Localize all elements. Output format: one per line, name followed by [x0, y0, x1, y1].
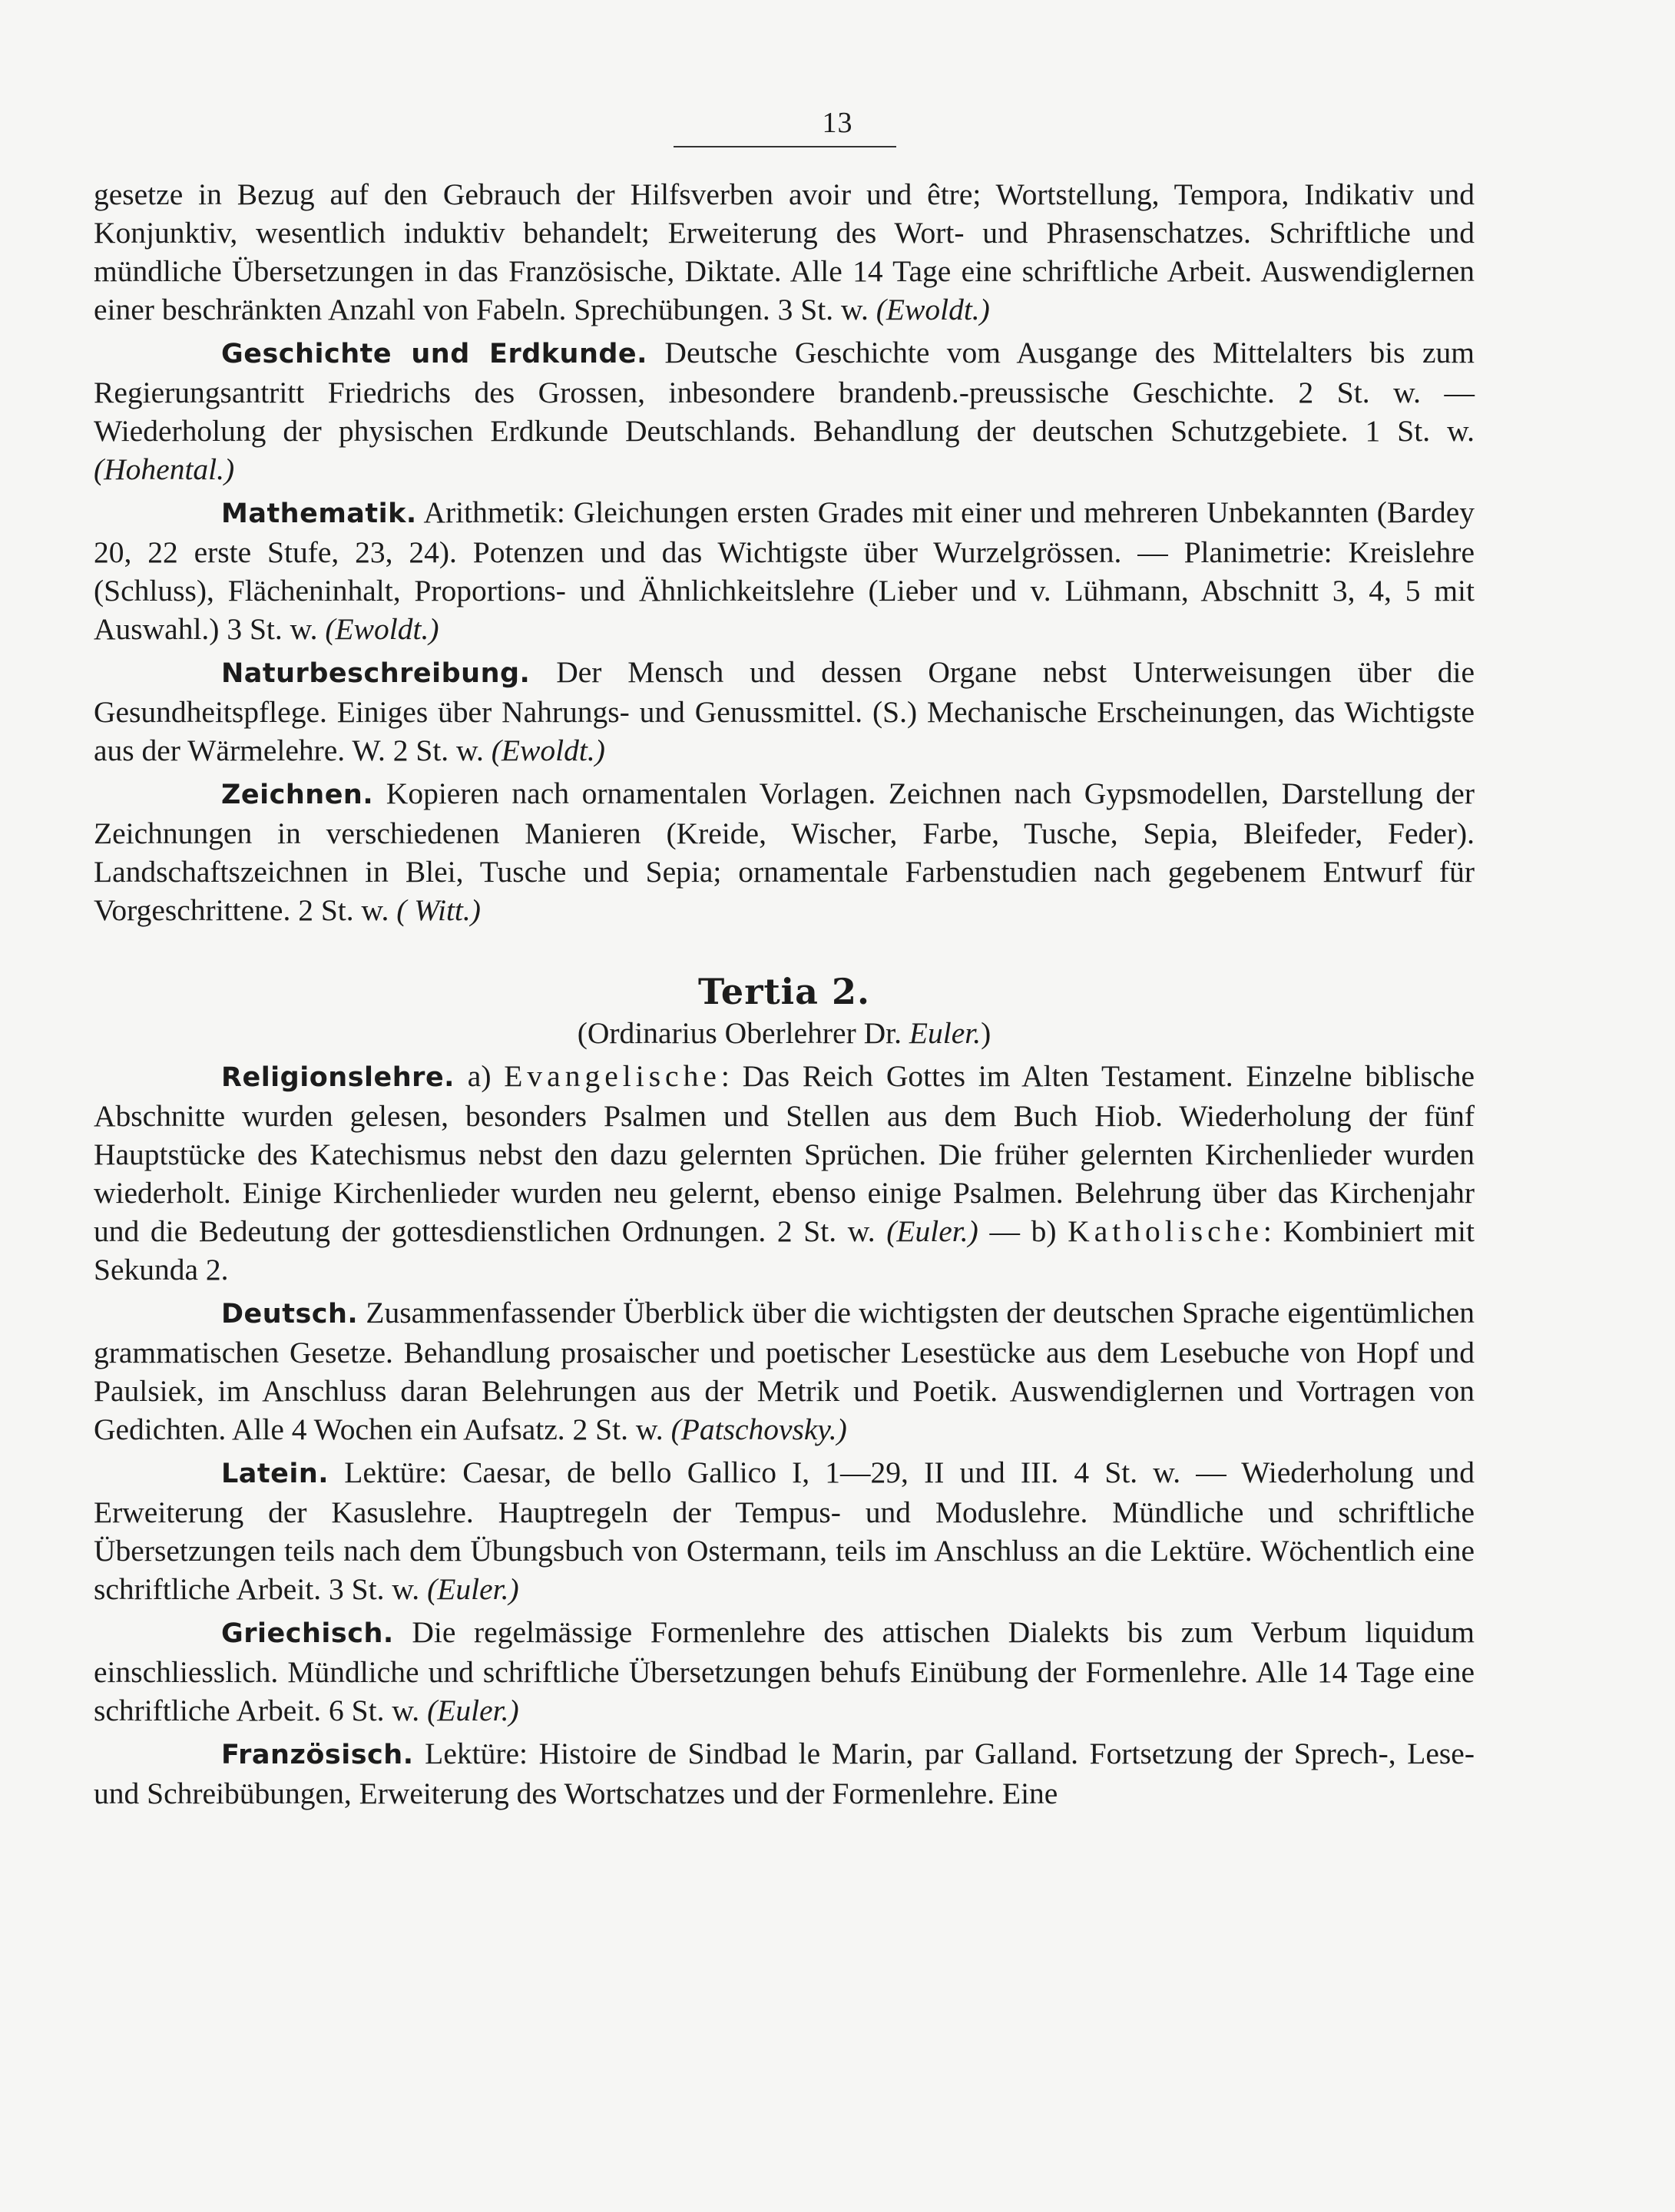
- intro-paragraph: [94, 175, 1475, 329]
- teacher-mathematik: (Ewoldt.): [325, 612, 439, 646]
- label-religion-b: — b): [978, 1214, 1068, 1248]
- paragraph-deutsch: [94, 1293, 1475, 1449]
- page-body: [94, 175, 1475, 1817]
- heading-franzoesisch: Französisch.: [221, 1740, 414, 1770]
- ordinarius-suffix: ): [981, 1016, 991, 1050]
- text-latein: Lektüre: Caesar, de bello Gallico I, 1—29, II und III. 4 St. w. — Wiederholung und Erweiterung der Kasuslehre. Hauptregeln der Tempus- und Moduslehre. Mündliche und schriftliche Übersetzungen teils nach dem Übungsbuch von Ostermann, teils im Anschluss an die Lektüre. Wöchentlich eine schriftliche Arbeit. 3 St. w.: [94, 1455, 1475, 1606]
- teacher-deutsch: (Patschovsky.): [670, 1412, 847, 1446]
- section-subtitle-ordinarius: [94, 1014, 1475, 1052]
- paragraph-franzoesisch: [94, 1734, 1475, 1813]
- label-religion-a: a): [454, 1059, 505, 1093]
- teacher-griechisch: (Euler.): [427, 1694, 519, 1727]
- section-title-tertia: Tertia 2.: [697, 971, 871, 1012]
- teacher-religion-a: (Euler.): [886, 1214, 978, 1248]
- paragraph-latein: [94, 1453, 1475, 1608]
- paragraph-mathematik: [94, 493, 1475, 648]
- heading-mathematik: Mathematik.: [221, 498, 417, 529]
- heading-zeichnen: Zeichnen.: [221, 780, 374, 810]
- heading-geschichte: Geschichte und Erdkunde.: [221, 339, 647, 369]
- heading-latein: Latein.: [221, 1459, 329, 1489]
- ordinarius-prefix: (Ordinarius Oberlehrer Dr.: [577, 1016, 909, 1050]
- ordinarius-name: Euler.: [909, 1016, 981, 1050]
- text-religion-a: : Das Reich Gottes im Alten Testament. Einzelne biblische Abschnitte wurden gelesen, besonders Psalmen und Stellen aus dem Buch Hiob. Wiederholung der fünf Hauptstücke des Katechismus nebst den dazu gelernten Sprüchen. Die früher gelernten Kirchenlieder wurden wiederholt. Einige Kirchenlieder wurden neu gelernt, ebenso einige Psalmen. Belehrung über das Kirchenjahr und die Bedeutung der gottesdienstlichen Ordnungen. 2 St. w.: [94, 1059, 1475, 1248]
- teacher-zeichnen: ( Witt.): [396, 893, 481, 927]
- paragraph-griechisch: [94, 1613, 1475, 1730]
- intro-text: gesetze in Bezug auf den Gebrauch der Hilfsverben avoir und être; Wortstellung, Tempora, Indikativ und Konjunktiv, wesentlich induktiv behandelt; Erweiterung des Wort- und Phrasenschatzes. Schriftliche und mündliche Übersetzungen in das Französische, Diktate. Alle 14 Tage eine schriftliche Arbeit. Auswendiglernen einer beschränkten Anzahl von Fabeln. Sprechübungen. 3 St. w.: [94, 177, 1475, 326]
- page-number: 13: [822, 107, 853, 139]
- paragraph-religion: [94, 1057, 1475, 1289]
- teacher-naturbeschreibung: (Ewoldt.): [491, 733, 605, 767]
- text-mathematik: Arithmetik: Gleichungen ersten Grades mit einer und mehreren Unbekannten (Bardey 20, 22 erste Stufe, 23, 24). Potenzen und das Wichtigste über Wurzelgrössen. — Planimetrie: Kreislehre (Schluss), Flächeninhalt, Proportions- und Ähnlichkeitslehre (Lieber und v. Lühmann, Abschnitt 3, 4, 5 mit Auswahl.) 3 St. w.: [94, 495, 1475, 646]
- teacher-latein: (Euler.): [427, 1572, 519, 1606]
- teacher-geschichte: (Hohental.): [94, 452, 235, 486]
- heading-naturbeschreibung: Naturbeschreibung.: [221, 658, 531, 689]
- text-deutsch: Zusammenfassender Überblick über die wichtigsten der deutschen Sprache eigentümlichen grammatischen Gesetze. Behandlung prosaischer und poetischer Lesestücke aus dem Lesebuche von Hopf und Paulsiek, im Anschluss daran Belehrungen aus der Metrik und Poetik. Auswendiglernen und Vortragen von Gedichten. Alle 4 Wochen ein Aufsatz. 2 St. w.: [94, 1296, 1475, 1446]
- intro-teacher: (Ewoldt.): [876, 293, 990, 326]
- text-geschichte: Deutsche Geschichte vom Ausgange des Mittelalters bis zum Regierungsantritt Friedrichs des Grossen, inbesondere brandenb.-preussische Geschichte. 2 St. w. — Wiederholung der physischen Erdkunde Deutschlands. Behandlung der deutschen Schutzgebiete. 1 St. w.: [94, 336, 1475, 448]
- heading-deutsch: Deutsch.: [221, 1299, 359, 1330]
- label-katholisch: Katholische: [1068, 1214, 1263, 1248]
- text-griechisch: Die regelmässige Formenlehre des attischen Dialekts bis zum Verbum liquidum einschliesslich. Mündliche und schriftliche Übersetzungen behufs Einübung der Formenlehre. Alle 14 Tage eine schriftliche Arbeit. 6 St. w.: [94, 1615, 1475, 1727]
- paragraph-zeichnen: [94, 774, 1475, 929]
- text-zeichnen: Kopieren nach ornamentalen Vorlagen. Zeichnen nach Gypsmodellen, Darstellung der Zeichnungen in verschiedenen Manieren (Kreide, Wischer, Farbe, Tusche, Sepia, Bleifeder, Feder). Landschaftszeichnen in Blei, Tusche und Sepia; ornamentale Farbenstudien nach gegebenem Entwurf für Vorgeschrittene. 2 St. w.: [94, 777, 1475, 927]
- text-religion-b: : Kombiniert mit Sekunda 2.: [94, 1214, 1475, 1286]
- heading-religion: Religionslehre.: [221, 1062, 455, 1093]
- text-naturbeschreibung: Der Mensch und dessen Organe nebst Unterweisungen über die Gesundheitspflege. Einiges über Nahrungs- und Genussmittel. (S.) Mechanische Erscheinungen, das Wichtigste aus der Wärmelehre. W. 2 St. w.: [94, 655, 1475, 767]
- paragraph-naturbeschreibung: [94, 653, 1475, 770]
- heading-griechisch: Griechisch.: [221, 1618, 394, 1649]
- label-evangelisch: Evangelische: [504, 1059, 721, 1093]
- text-franzoesisch: Lektüre: Histoire de Sindbad le Marin, par Galland. Fortsetzung der Sprech-, Lese- und Schreibübungen, Erweiterung des Wortschatzes und der Formenlehre. Eine: [94, 1737, 1475, 1810]
- paragraph-geschichte: [94, 333, 1475, 488]
- header-rule: [674, 146, 896, 147]
